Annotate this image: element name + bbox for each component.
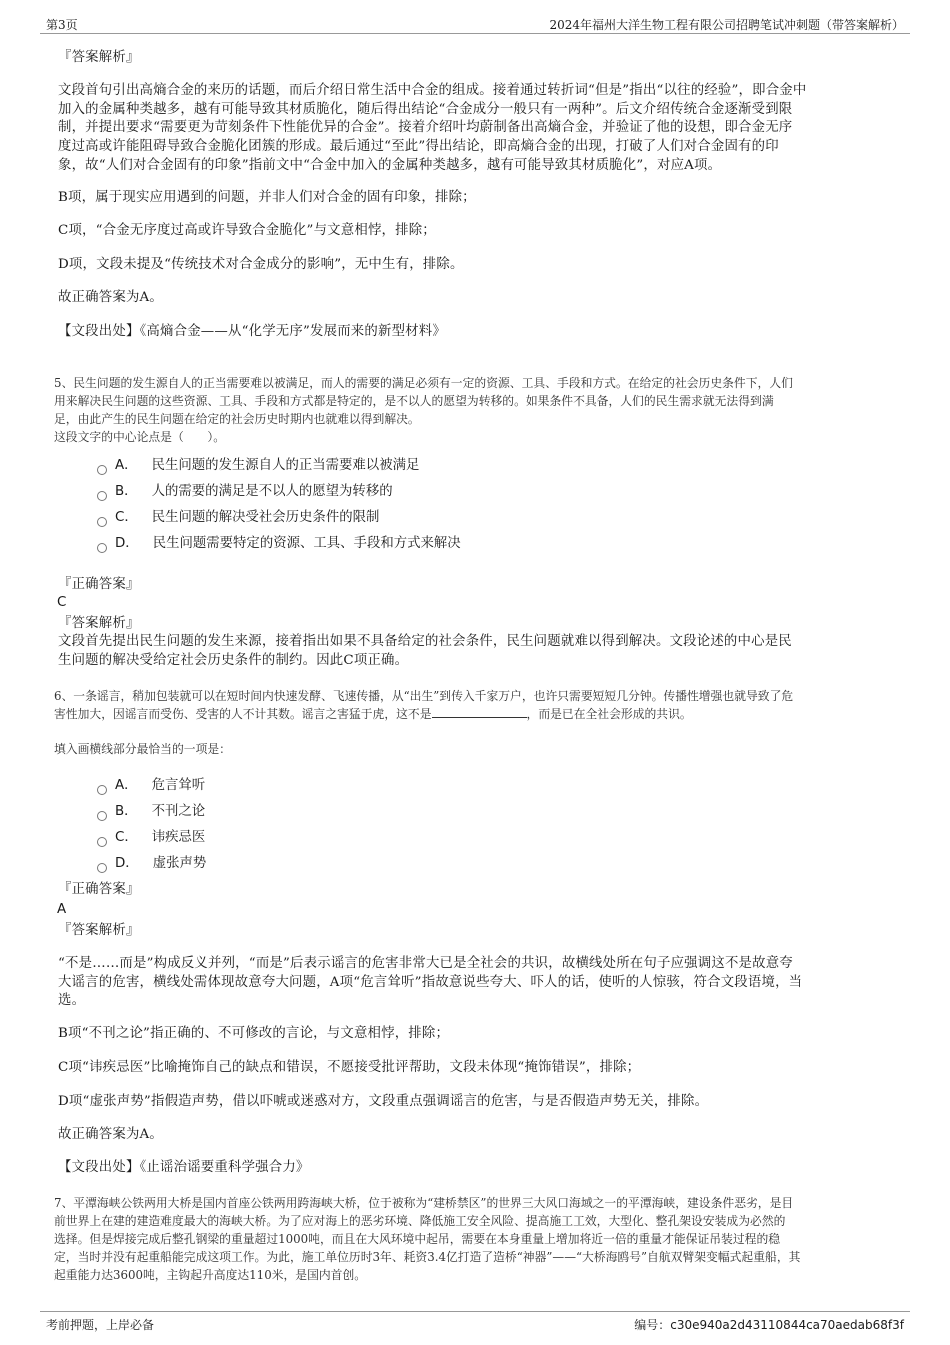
q4-option-b-note: B项，属于现实应用遇到的问题，并非人们对合金的固有印象，排除； <box>58 190 476 205</box>
q6-answer: A <box>57 902 67 917</box>
q4-conclusion: 故正确答案为A。 <box>58 290 164 305</box>
q5-option-a-radio[interactable] <box>97 465 107 475</box>
q6-stem: 6、一条谣言，稍加包装就可以在短时间内快速发酵、飞速传播，从“出生”到传入千家万户，也许只需要短短几分钟。传播性增强也就导致了危 害性加大，因谣言而受伤、受害的人不计其数。谣言之害猛于虎，这不是 ，而是已在全社会形成的共识。 <box>54 689 794 721</box>
q6-option-d-radio[interactable] <box>97 863 107 873</box>
q5-analysis-label: 『答案解析』 <box>58 616 140 631</box>
q6-option-d-note: D项“虚张声势”指假造声势，借以吓唬或迷惑对方，文段重点强调谣言的危害，与是否假造声势无关，排除。 <box>58 1094 709 1109</box>
q5-option-c-radio[interactable] <box>97 517 107 527</box>
document-title: 2024年福州大洋生物工程有限公司招聘笔试冲刺题（带答案解析） <box>549 18 904 32</box>
q4-analysis-label: 『答案解析』 <box>58 50 140 65</box>
q6-option-a-radio[interactable] <box>97 785 107 795</box>
q5-answer: C <box>57 595 67 610</box>
q6-prompt: 填入画横线部分最恰当的一项是： <box>54 742 231 756</box>
footer-divider <box>40 1311 910 1312</box>
q6-option-b[interactable]: B． 不刊之论 <box>115 804 206 819</box>
q6-option-c-note: C项“讳疾忌医”比喻掩饰自己的缺点和错误，不愿接受批评帮助，文段未体现“掩饰错误”，排除； <box>58 1060 641 1075</box>
q4-source: 【文段出处】《高熵合金——从“化学无序”发展而来的新型材料》 <box>58 324 446 339</box>
q6-analysis-label: 『答案解析』 <box>58 923 140 938</box>
q6-analysis: “不是……而是”构成反义并列，“而是”后表示谣言的危害非常大已是全社会的共识，故横线处所在句子应强调这不是故意夸 大谣言的危害，横线处需体现故意夸大问题，A项“危言耸听”指故意说些夸大、吓人的话，使听的人惊骇，符合文段语境，当 选。 <box>58 956 803 1009</box>
q4-analysis: 文段首句引出高熵合金的来历的话题，而后介绍日常生活中合金的组成。接着通过转折词“但是”指出“以往的经验”，即合金中 加入的金属种类越多，越有可能导致其材质脆化，随后得出结论“合金成分一般只有一两种”。后文介绍传统合金逐渐受到限 制，并提出要求“需要更为苛刻条件下性能优异的合金”。接着介绍叶均蔚制备出高熵合金，并验证了他的设想，即合金无序 度过高或许能阻碍导致合金脆化团簇的形成。最后通过“至此”得出结论，即高熵合金的出现，打破了人们对合金固有的印 象，故“人们对合金固有的印象”指前文中“合金中加入的金属种类越多，越有可能导致其材质脆化”，对应A项。 <box>58 83 807 173</box>
q5-option-b-radio[interactable] <box>97 491 107 501</box>
q6-option-b-radio[interactable] <box>97 811 107 821</box>
q5-stem: 5、民生问题的发生源自人的正当需要难以被满足，而人的需要的满足必须有一定的资源、工具、手段和方式。在给定的社会历史条件下，人们 用来解决民生问题的这些资源、工具、手段和方式都是特定的，是不以人的愿望为转移的。如果条件不具备，人们的民生需求就无法得到满 足，由此产生的民生问题在给定的社会历史时期内也就难以得到解决。 这段文字的中心论点是（ ）。 <box>54 376 793 444</box>
q4-option-c-note: C项，“合金无序度过高或许导致合金脆化”与文意相悖，排除； <box>58 223 436 238</box>
q5-option-d[interactable]: D． 民生问题需要特定的资源、工具、手段和方式来解决 <box>115 536 461 551</box>
q4-option-d-note: D项，文段未提及“传统技术对合金成分的影响”，无中生有，排除。 <box>58 257 464 272</box>
q5-option-d-radio[interactable] <box>97 543 107 553</box>
q5-option-c[interactable]: C． 民生问题的解决受社会历史条件的限制 <box>115 510 380 525</box>
q6-source: 【文段出处】《止谣治谣要重科学强合力》 <box>58 1160 310 1175</box>
q6-option-c-radio[interactable] <box>97 837 107 847</box>
q6-option-b-note: B项“不刊之论”指正确的、不可修改的言论，与文意相悖，排除； <box>58 1026 450 1041</box>
q5-answer-label: 『正确答案』 <box>58 577 140 592</box>
page-number: 第3页 <box>46 18 78 32</box>
q5-option-b[interactable]: B． 人的需要的满足是不以人的愿望为转移的 <box>115 484 393 499</box>
header-divider <box>40 33 910 34</box>
q6-option-c[interactable]: C． 讳疾忌医 <box>115 830 206 845</box>
footer-slogan: 考前押题，上岸必备 <box>46 1318 155 1332</box>
document-code: 编号：c30e940a2d43110844ca70aedab68f3f <box>634 1318 904 1332</box>
q5-analysis: 文段首先提出民生问题的发生来源，接着指出如果不具备给定的社会条件，民生问题就难以得到解决。文段论述的中心是民 生问题的解决受给定社会历史条件的制约。因此C项正确。 <box>58 634 792 668</box>
q6-conclusion: 故正确答案为A。 <box>58 1127 164 1142</box>
q6-blank <box>432 705 527 718</box>
q6-option-a[interactable]: A． 危言耸听 <box>115 778 206 793</box>
q6-option-d[interactable]: D． 虚张声势 <box>115 856 207 871</box>
q6-answer-label: 『正确答案』 <box>58 882 140 897</box>
q7-stem: 7、平潭海峡公铁两用大桥是国内首座公铁两用跨海峡大桥，位于被称为“建桥禁区”的世界三大风口海域之一的平潭海峡，建设条件恶劣，是目 前世界上在建的建造难度最大的海峡大桥。为了应对海上的恶劣环境、降低施工安全风险、提高施工工效，大型化、整孔架设安装成为必然的 选择。但是焊接完成后整孔钢梁的重量超过1000吨，而且在大风环境中起吊，需要在本身重量上增加将近一倍的重量才能保证吊装过程的稳 定，当时并没有起重船能完成这项工作。为此，施工单位历时3年、耗资3.4亿打造了造桥“神器”——“大桥海鸥号”自航双臂架变幅式起重船，其 起重能力达3600吨，主钩起升高度达110米，是国内首创。 <box>54 1196 801 1282</box>
q5-option-a[interactable]: A． 民生问题的发生源自人的正当需要难以被满足 <box>115 458 420 473</box>
